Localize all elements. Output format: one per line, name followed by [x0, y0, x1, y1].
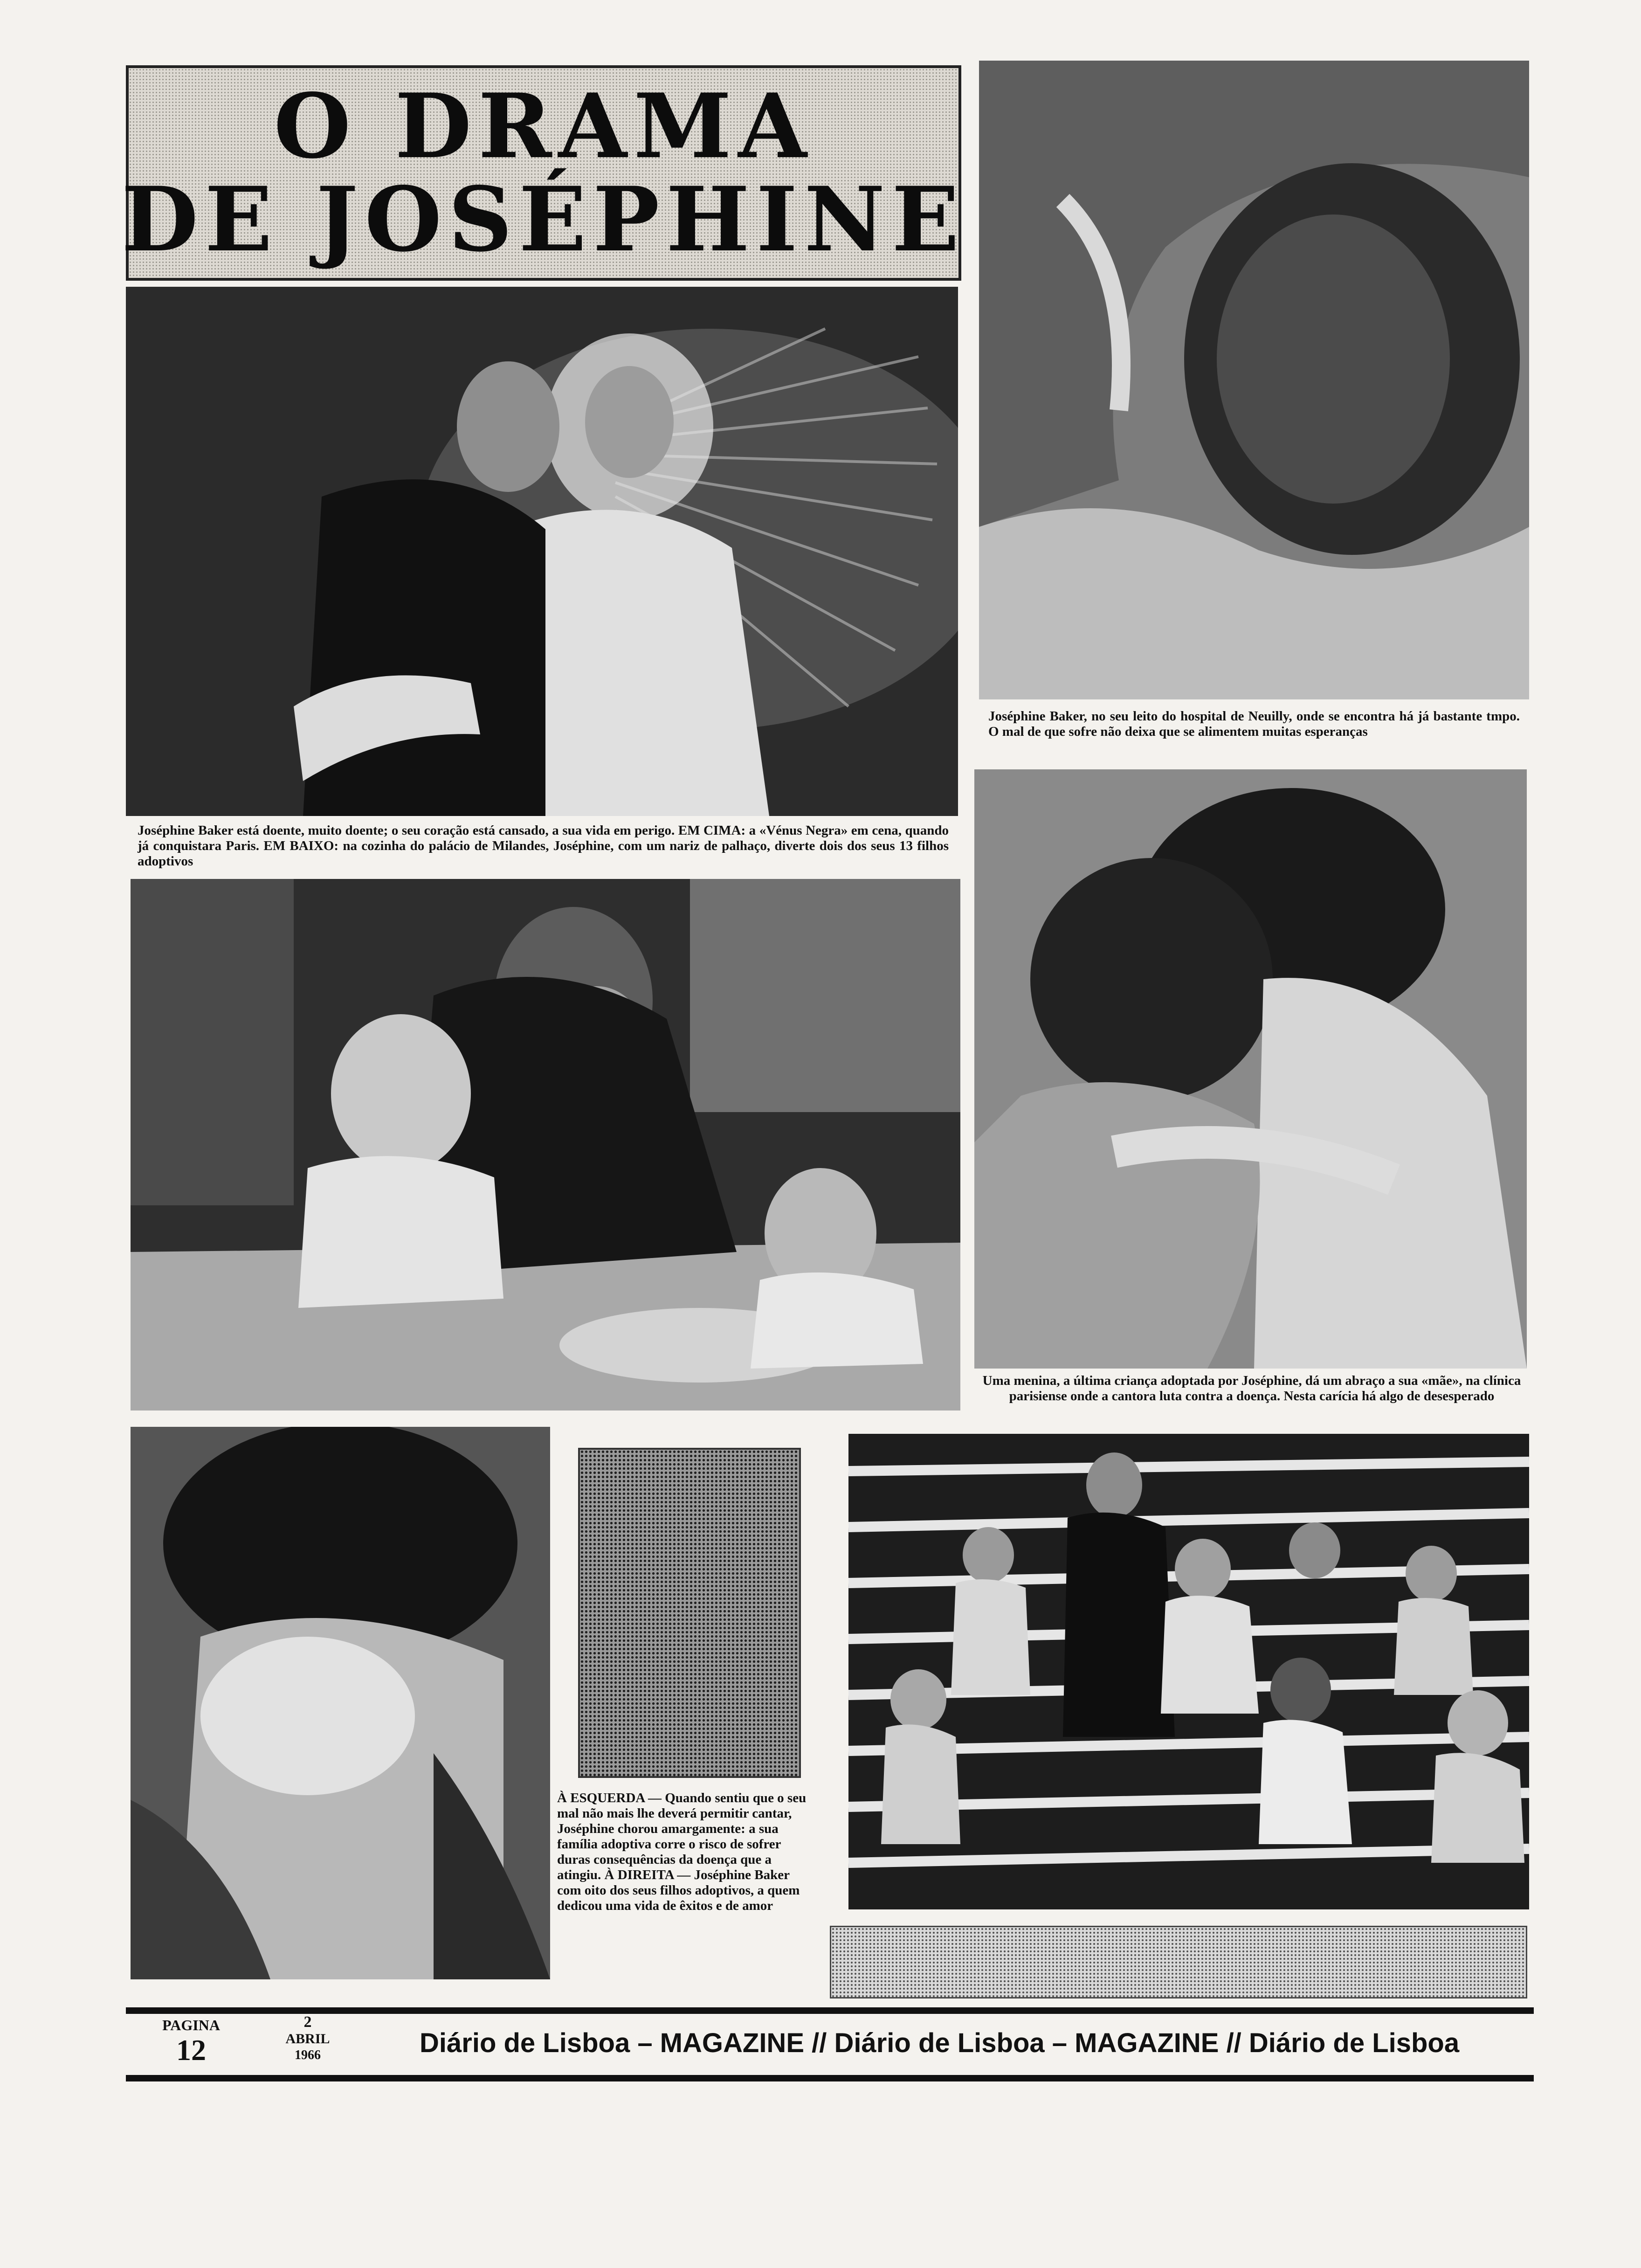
date-year: 1966: [295, 2048, 321, 2062]
photo-kitchen-clown-nose: [131, 879, 960, 1411]
caption-hug: Uma menina, a última criança adoptada por Joséphine, dá um abraço a sua «mãe», na clínica parisiense onde a cantora luta contra a doença. Nesta carícia há algo de desesperado: [982, 1373, 1521, 1404]
photo-dancer-on-stage: [126, 287, 958, 816]
caption-hospital: Joséphine Baker, no seu leito do hospital de Neuilly, onde se encontra há já bastante tmpo. O mal de que sofre não deixa que se alimentem muitas esperanças: [988, 709, 1520, 739]
footer-rule-top: [126, 2007, 1534, 2014]
caption-left-right: À ESQUERDA — Quando sentiu que o seu mal não mais lhe deverá permitir cantar, Joséphine chorou amargamente: a sua família adoptiva corre o risco de sofrer duras consequências da doença que a atingiu. À DIREITA — Joséphine Baker com oito dos seus filhos adoptivos, a quem dedicou uma vida de êxitos e de amor: [557, 1791, 807, 1913]
page-number: 12: [176, 2033, 206, 2067]
photo-crying: [131, 1427, 550, 1979]
page-label: PAGINA: [162, 2017, 220, 2033]
halftone-placeholder-box: [578, 1448, 801, 1778]
headline-box: [121, 65, 966, 281]
date-day: 2: [303, 2013, 312, 2031]
headline-line-2: DE JOSÉPHINE: [121, 167, 966, 271]
photo-hospital-bed: [979, 61, 1529, 699]
date-month: ABRIL: [285, 2031, 330, 2047]
halftone-strip: [830, 1926, 1527, 1998]
photo-girl-hug: [974, 769, 1527, 1369]
footer-rule-bottom: [126, 2075, 1534, 2081]
footer-banner: Diário de Lisboa – MAGAZINE // Diário de Lisboa – MAGAZINE // Diário de Lisboa: [420, 2028, 1460, 2058]
caption-main: Joséphine Baker está doente, muito doente; o seu coração está cansado, a sua vida em perigo. EM CIMA: a «Vénus Negra» em cena, quando já conquistara Paris. EM BAIXO: na cozinha do palácio de Milandes, Joséphine, com um nariz de palhaço, diverte dois dos seus 13 filhos adoptivos: [138, 823, 949, 869]
headline-line-1: O DRAMA: [274, 74, 814, 178]
photo-children-on-stairs: [848, 1434, 1529, 1909]
